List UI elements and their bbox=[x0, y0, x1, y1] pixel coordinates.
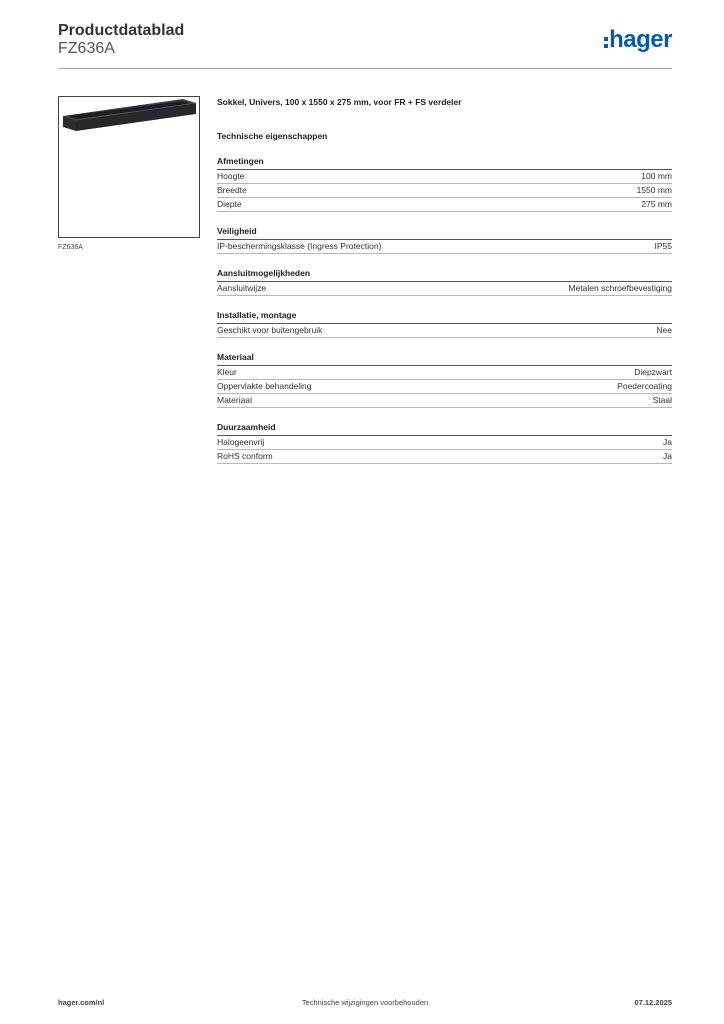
image-caption: FZ636A bbox=[58, 244, 83, 251]
spec-section bbox=[217, 352, 672, 408]
spec-value: IP55 bbox=[654, 241, 672, 251]
spec-value: Diepzwart bbox=[634, 367, 672, 377]
spec-label: IP-beschermingsklasse (Ingress Protection) bbox=[217, 241, 382, 251]
spec-value: Metalen schroefbevestiging bbox=[568, 283, 672, 293]
spec-label: Kleur bbox=[217, 367, 237, 377]
page-header bbox=[58, 22, 672, 68]
logo-text: hager bbox=[609, 26, 672, 53]
spec-label: Diepte bbox=[217, 199, 242, 209]
plinth-product-icon bbox=[59, 97, 199, 237]
spec-label: Materiaal bbox=[217, 395, 252, 405]
spec-label: Breedte bbox=[217, 185, 247, 195]
product-content bbox=[217, 96, 672, 464]
spec-label: Halogeenvrij bbox=[217, 437, 265, 447]
spec-section bbox=[217, 422, 672, 464]
page-footer bbox=[58, 998, 672, 1010]
spec-row bbox=[217, 380, 672, 394]
product-code: FZ636A bbox=[58, 40, 115, 57]
spec-row bbox=[217, 366, 672, 380]
spec-label: Geschikt voor buitengebruik bbox=[217, 325, 323, 335]
spec-row bbox=[217, 324, 672, 338]
product-description: Sokkel, Univers, 100 x 1550 x 275 mm, voor FR + FS verdeler bbox=[217, 97, 462, 107]
document-title: Productdatablad bbox=[58, 22, 185, 39]
section-title: Duurzaamheid bbox=[217, 422, 672, 436]
spec-value: Poedercoating bbox=[617, 381, 672, 391]
spec-row bbox=[217, 450, 672, 464]
spec-sections bbox=[217, 156, 672, 464]
spec-value: Ja bbox=[663, 451, 672, 461]
spec-value: 1550 mm bbox=[636, 185, 672, 195]
spec-section bbox=[217, 310, 672, 338]
spec-row bbox=[217, 240, 672, 254]
spec-label: Hoogte bbox=[217, 171, 245, 181]
section-title: Afmetingen bbox=[217, 156, 672, 170]
spec-value: Nee bbox=[656, 325, 672, 335]
spec-label: Oppervlakte behandeling bbox=[217, 381, 312, 391]
logo-dots-icon bbox=[604, 37, 608, 48]
section-title: Veiligheid bbox=[217, 226, 672, 240]
spec-row bbox=[217, 436, 672, 450]
spec-row bbox=[217, 282, 672, 296]
spec-row bbox=[217, 184, 672, 198]
hager-logo bbox=[604, 26, 672, 54]
spec-section bbox=[217, 156, 672, 212]
section-title: Aansluitmogelijkheden bbox=[217, 268, 672, 282]
header-divider bbox=[58, 68, 672, 69]
spec-label: RoHS conform bbox=[217, 451, 273, 461]
footer-date: 07.12.2025 bbox=[634, 998, 672, 1007]
section-title: Materiaal bbox=[217, 352, 672, 366]
spec-row bbox=[217, 394, 672, 408]
spec-row bbox=[217, 170, 672, 184]
spec-row bbox=[217, 198, 672, 212]
footer-notice: Technische wijzigingen voorbehouden bbox=[301, 998, 429, 1007]
spec-value: Ja bbox=[663, 437, 672, 447]
spec-value: Staal bbox=[652, 395, 672, 405]
spec-section bbox=[217, 268, 672, 296]
spec-value: 275 mm bbox=[641, 199, 672, 209]
footer-website[interactable]: hager.com/nl bbox=[58, 998, 105, 1007]
spec-value: 100 mm bbox=[641, 171, 672, 181]
spec-heading: Technische eigenschappen bbox=[217, 131, 328, 141]
section-title: Installatie, montage bbox=[217, 310, 672, 324]
spec-section bbox=[217, 226, 672, 254]
product-image bbox=[58, 96, 200, 238]
spec-label: Aansluitwijze bbox=[217, 283, 267, 293]
